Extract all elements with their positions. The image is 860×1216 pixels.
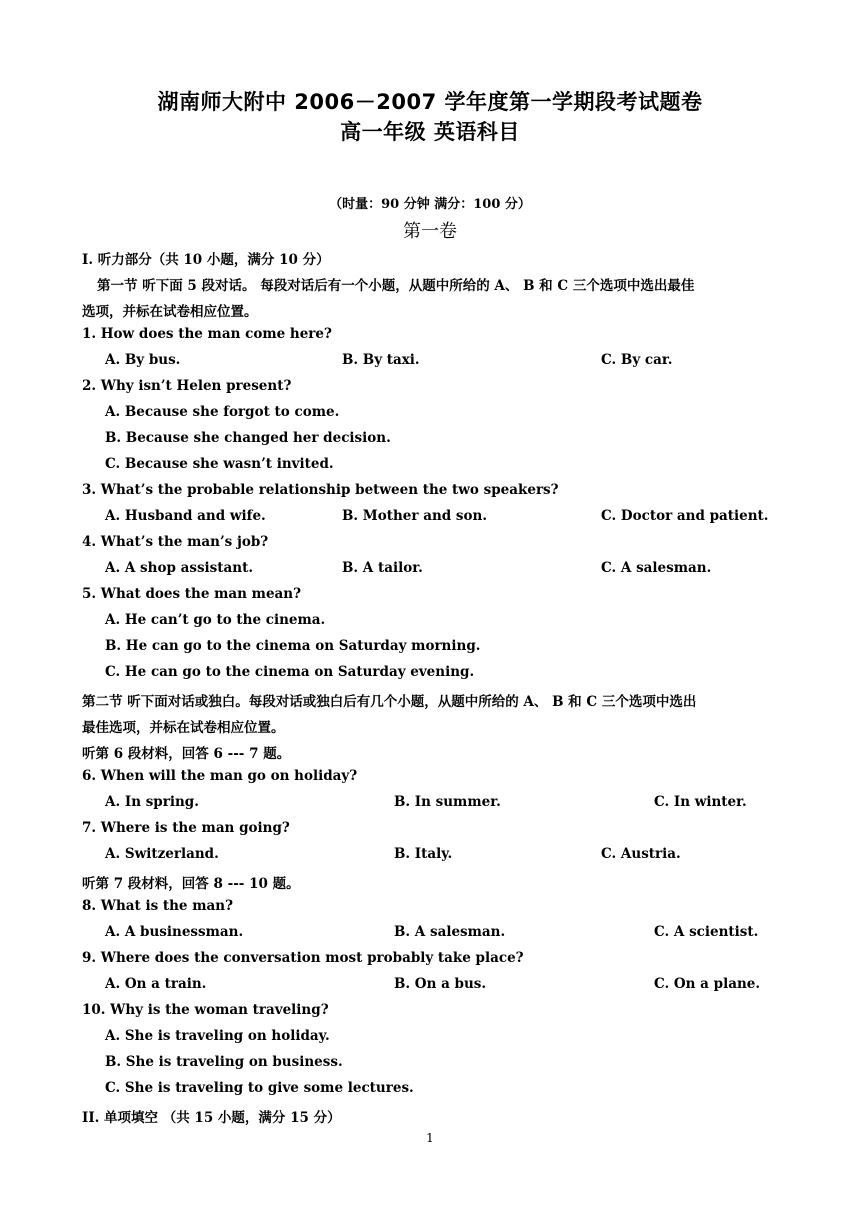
- question-text: 10. Why is the woman traveling?: [82, 1002, 329, 1018]
- option-c: C. Doctor and patient.: [601, 508, 769, 524]
- part-intro: 选项，并标在试卷相应位置。: [82, 304, 258, 320]
- option-b: B. By taxi.: [342, 352, 420, 368]
- page-number: 1: [426, 1131, 434, 1145]
- part-intro: 第二节 听下面对话或独白。每段对话或独白后有几个小题，从题中所给的 A、 B 和 C 三个选项中选出: [82, 694, 697, 710]
- part-intro: 最佳选项，并标在试卷相应位置。: [82, 720, 285, 736]
- option-c: C. A salesman.: [601, 560, 712, 576]
- section-heading: II. 单项填空 （共 15 小题，满分 15 分）: [82, 1110, 341, 1126]
- question-text: 2. Why isn’t Helen present?: [82, 378, 292, 394]
- option-b: B. Italy.: [394, 846, 453, 862]
- option-b: B. Mother and son.: [342, 508, 488, 524]
- question-text: 9. Where does the conversation most probably take place?: [82, 950, 524, 966]
- part-intro: 第一节 听下面 5 段对话。 每段对话后有一个小题，从题中所给的 A、 B 和 C 三个选项中选出最佳: [97, 278, 695, 294]
- question-text: 5. What does the man mean?: [82, 586, 302, 602]
- question-text: 4. What’s the man’s job?: [82, 534, 269, 550]
- exam-subtitle: 高一年级 英语科目: [340, 120, 520, 144]
- option-b: B. A salesman.: [394, 924, 506, 940]
- option-c: C. Because she wasn’t invited.: [105, 456, 334, 472]
- option-a: A. She is traveling on holiday.: [105, 1028, 330, 1044]
- option-c: C. Austria.: [601, 846, 681, 862]
- option-b: B. He can go to the cinema on Saturday morning.: [105, 638, 481, 654]
- option-c: C. On a plane.: [654, 976, 761, 992]
- question-text: 1. How does the man come here?: [82, 326, 332, 342]
- question-text: 7. Where is the man going?: [82, 820, 290, 836]
- question-text: 8. What is the man?: [82, 898, 233, 914]
- option-b: B. She is traveling on business.: [105, 1054, 343, 1070]
- option-a: A. A businessman.: [105, 924, 244, 940]
- material-instruction: 听第 6 段材料，回答 6 --- 7 题。: [82, 746, 291, 762]
- volume-heading: 第一卷: [403, 221, 457, 242]
- question-text: 6. When will the man go on holiday?: [82, 768, 358, 784]
- option-c: C. She is traveling to give some lectures.: [105, 1080, 414, 1096]
- option-a: A. He can’t go to the cinema.: [105, 612, 326, 628]
- option-a: A. Because she forgot to come.: [105, 404, 340, 420]
- option-a: A. In spring.: [105, 794, 199, 810]
- option-b: B. A tailor.: [342, 560, 423, 576]
- exam-title: 湖南师大附中 2006－2007 学年度第一学期段考试题卷: [157, 90, 703, 114]
- option-b: B. On a bus.: [394, 976, 487, 992]
- question-text: 3. What’s the probable relationship between the two speakers?: [82, 482, 559, 498]
- option-a: A. On a train.: [105, 976, 207, 992]
- time-info: （时量：90 分钟 满分：100 分）: [329, 197, 531, 212]
- option-a: A. Switzerland.: [105, 846, 219, 862]
- material-instruction: 听第 7 段材料，回答 8 --- 10 题。: [82, 876, 300, 892]
- option-c: C. By car.: [601, 352, 673, 368]
- option-a: A. By bus.: [105, 352, 181, 368]
- option-a: A. A shop assistant.: [105, 560, 254, 576]
- section-heading: I. 听力部分（共 10 小题，满分 10 分）: [82, 252, 330, 268]
- option-c: C. He can go to the cinema on Saturday evening.: [105, 664, 475, 680]
- option-b: B. Because she changed her decision.: [105, 430, 391, 446]
- option-c: C. A scientist.: [654, 924, 759, 940]
- option-b: B. In summer.: [394, 794, 501, 810]
- option-a: A. Husband and wife.: [105, 508, 266, 524]
- option-c: C. In winter.: [654, 794, 747, 810]
